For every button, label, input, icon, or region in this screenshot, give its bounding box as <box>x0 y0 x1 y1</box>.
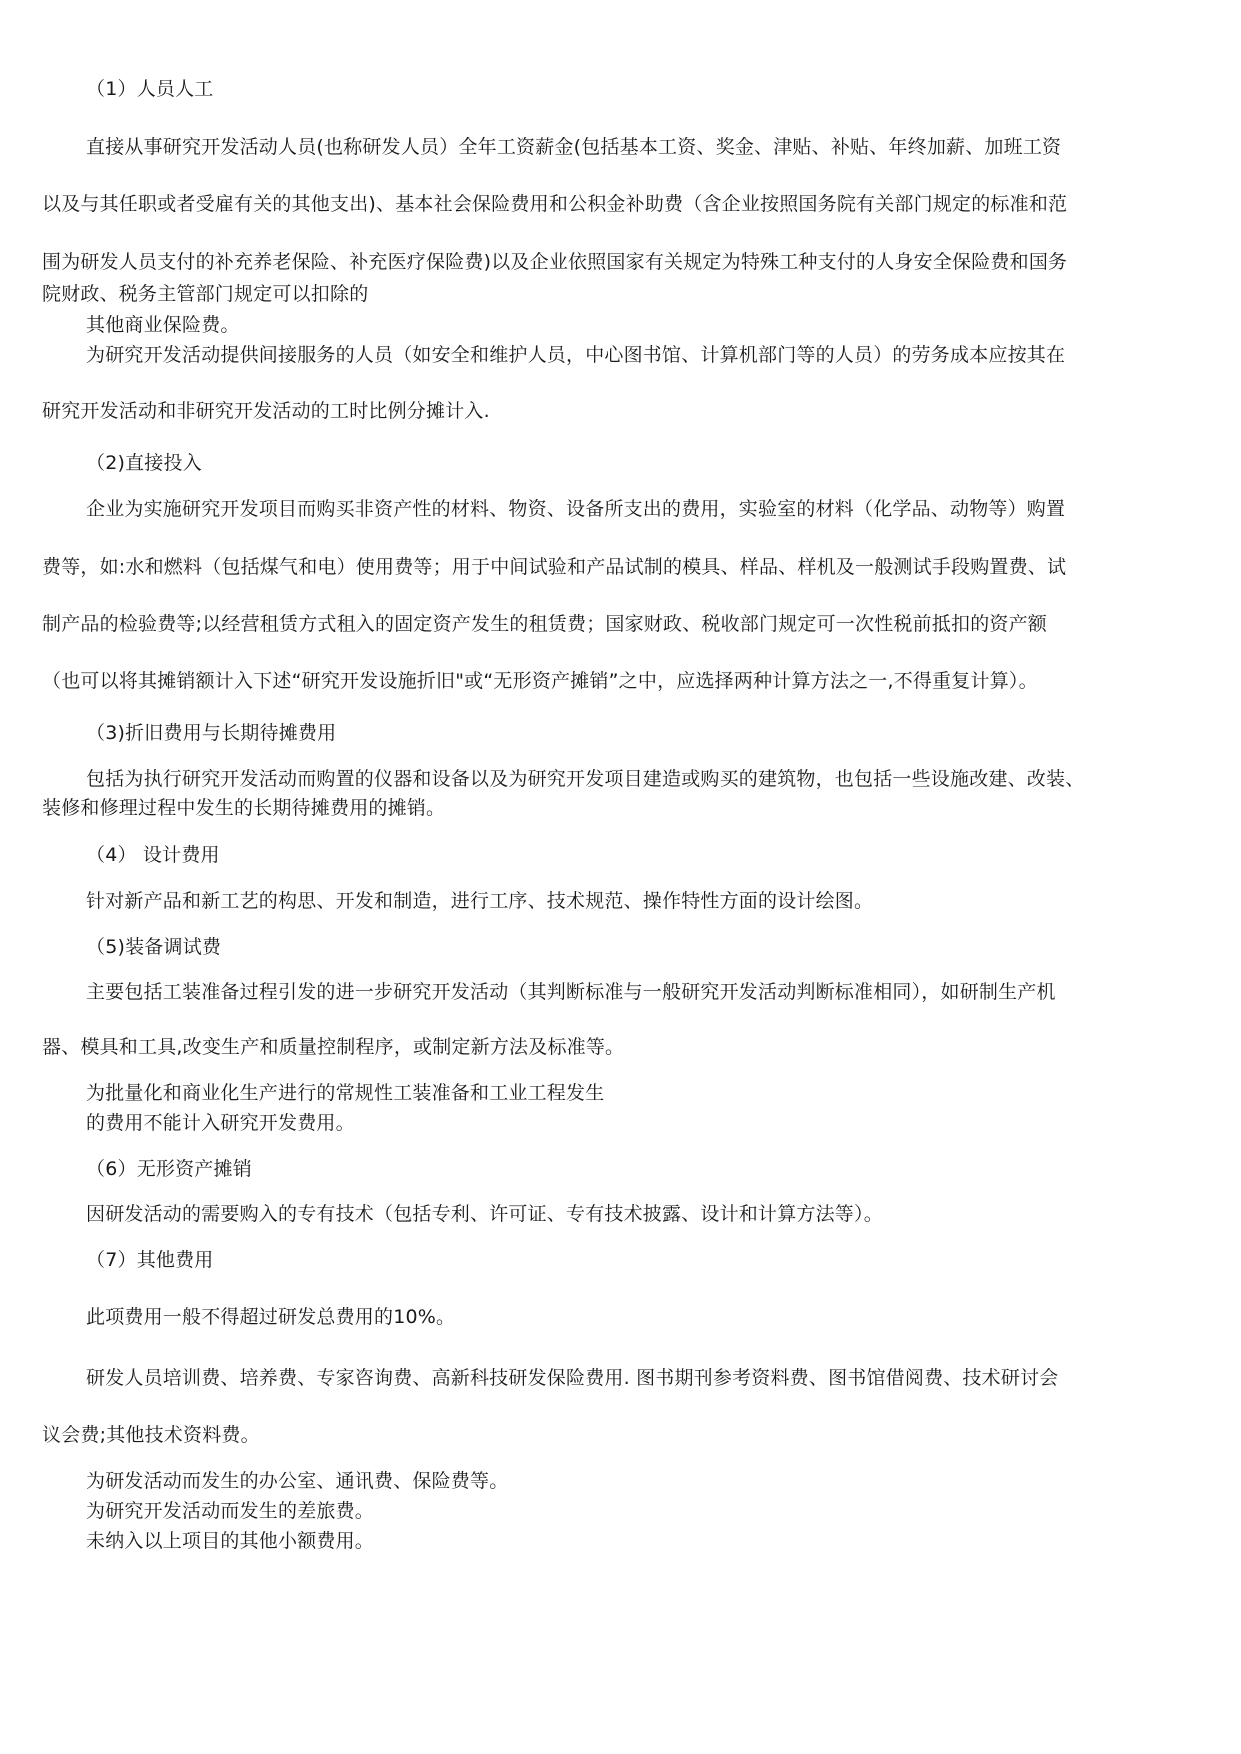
section-6-line-1: 因研发活动的需要购入的专有技术（包括专利、许可证、专有技术披露、设计和计算方法等）。 <box>86 1203 883 1225</box>
section-5-heading: （5)装备调试费 <box>86 936 222 958</box>
section-2-line-4: （也可以将其摊销额计入下述“研究开发设施折旧"或“无形资产摊销”之中，应选择两种计算方法之一,不得重复计算）。 <box>42 670 1038 692</box>
section-2-line-1: 企业为实施研究开发项目而购买非资产性的材料、物资、设备所支出的费用，实验室的材料（化学品、动物等）购置 <box>86 498 1066 520</box>
section-4-line-1: 针对新产品和新工艺的构思、开发和制造，进行工序、技术规范、操作特性方面的设计绘图。 <box>86 890 874 912</box>
section-1-line-3: 围为研发人员支付的补充养老保险、补充医疗保险费)以及企业依照国家有关规定为特殊工种支付的人身安全保险费和国务 <box>42 251 1068 273</box>
section-1-heading: （1）人员人工 <box>86 78 214 100</box>
section-5-line-3: 为批量化和商业化生产进行的常规性工装准备和工业工程发生 <box>86 1082 605 1104</box>
section-7-line-1: 此项费用一般不得超过研发总费用的10%。 <box>86 1306 456 1328</box>
section-4-heading: （4） 设计费用 <box>86 844 220 866</box>
section-5-line-1: 主要包括工装准备过程引发的进一步研究开发活动（其判断标准与一般研究开发活动判断标准相同），如研制生产机 <box>86 981 1056 1003</box>
section-2-heading: （2)直接投入 <box>86 452 202 474</box>
section-3-heading: （3)折旧费用与长期待摊费用 <box>86 722 337 744</box>
section-7-heading: （7）其他费用 <box>86 1249 214 1271</box>
section-2-line-3: 制产品的检验费等;以经营租赁方式租入的固定资产发生的租赁费；国家财政、税收部门规定可一次性税前抵扣的资产额 <box>42 613 1048 635</box>
section-3-line-2: 装修和修理过程中发生的长期待摊费用的摊销。 <box>42 797 446 819</box>
section-7-line-4: 为研发活动而发生的办公室、通讯费、保险费等。 <box>86 1470 509 1492</box>
section-7-line-5: 为研究开发活动而发生的差旅费。 <box>86 1500 375 1522</box>
section-2-line-2: 费等，如:水和燃料（包括煤气和电）使用费等；用于中间试验和产品试制的模具、样品、样机及一般测试手段购置费、试 <box>42 556 1067 578</box>
section-6-heading: （6）无形资产摊销 <box>86 1158 252 1180</box>
section-1-line-4: 院财政、税务主管部门规定可以扣除的 <box>42 283 369 305</box>
section-1-line-2: 以及与其任职或者受雇有关的其他支出)、基本社会保险费用和公积金补助费（含企业按照国务院有关部门规定的标准和范 <box>42 193 1068 215</box>
section-7-line-6: 未纳入以上项目的其他小额费用。 <box>86 1530 375 1552</box>
section-1-line-5: 其他商业保险费。 <box>86 314 240 336</box>
section-3-line-1: 包括为执行研究开发活动而购置的仪器和设备以及为研究开发项目建造或购买的建筑物，也包括一些设施改建、改装、 <box>86 768 1085 790</box>
section-7-line-3: 议会费;其他技术资料费。 <box>42 1424 260 1446</box>
section-5-line-4: 的费用不能计入研究开发费用。 <box>86 1112 355 1134</box>
section-7-line-2: 研发人员培训费、培养费、专家咨询费、高新科技研发保险费用. 图书期刊参考资料费、图书馆借阅费、技术研讨会 <box>86 1367 1059 1389</box>
section-5-line-2: 器、模具和工具,改变生产和质量控制程序，或制定新方法及标准等。 <box>42 1036 625 1058</box>
section-1-line-6: 为研究开发活动提供间接服务的人员（如安全和维护人员，中心图书馆、计算机部门等的人员）的劳务成本应按其在 <box>86 344 1066 366</box>
section-1-line-7: 研究开发活动和非研究开发活动的工时比例分摊计入. <box>42 400 490 422</box>
section-1-line-1: 直接从事研究开发活动人员(也称研发人员）全年工资薪金(包括基本工资、奖金、津贴、补贴、年终加薪、加班工资 <box>86 136 1062 158</box>
